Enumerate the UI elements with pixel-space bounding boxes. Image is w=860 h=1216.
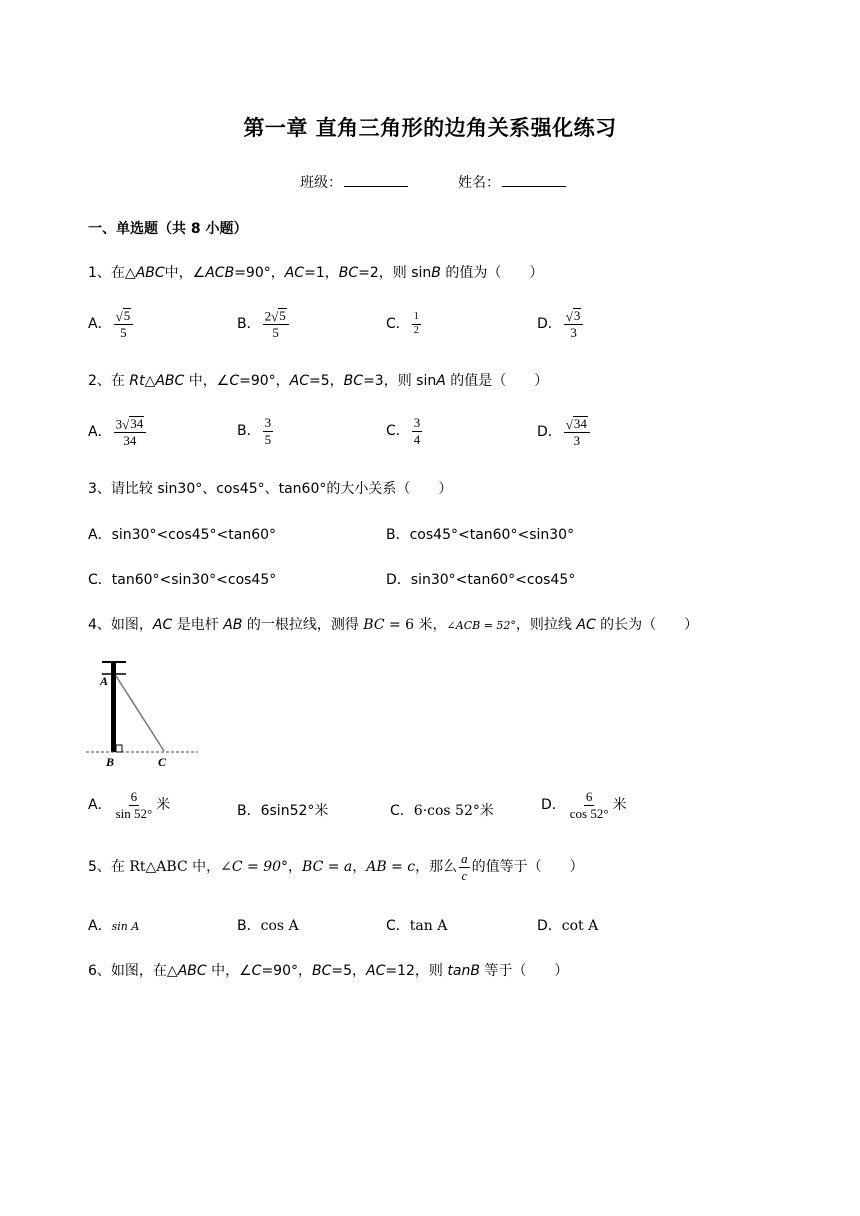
question-5-option-b[interactable]: B．cos A <box>237 918 299 934</box>
question-3-stem: 3、请比较 sin30°、cos45°、tan60°的大小关系（ ） <box>88 481 453 497</box>
question-1-stem: 1、在△ABC中，∠ACB=90°，AC=1，BC=2，则 sinB 的值为（ ） <box>88 265 544 281</box>
name-label: 姓名： <box>458 175 500 191</box>
question-4-option-c[interactable]: C．6·cos 52°米 <box>390 803 494 819</box>
question-4-option-d[interactable]: D． $\frac{6}{\cos 52^\circ}$ 米 <box>541 789 627 821</box>
question-5-option-c[interactable]: C．tan A <box>386 918 448 934</box>
point-a-label: A <box>100 674 109 688</box>
question-4-option-a[interactable]: A． $\frac{6}{\sin 52^\circ}$ 米 <box>88 789 171 821</box>
point-c-label: C <box>158 755 167 768</box>
question-1-option-a[interactable]: A． √ 5 5 <box>88 308 135 340</box>
question-4-option-b[interactable]: B．6sin52°米 <box>237 803 329 819</box>
pole-figure <box>86 658 200 768</box>
class-label: 班级： <box>300 175 342 191</box>
question-5-option-a[interactable]: A．sin A <box>88 918 140 934</box>
question-5-option-d[interactable]: D．cot A <box>537 918 599 934</box>
question-5-stem: 5、在 Rt△ABC 中，∠C = 90°，BC = a，AB = c，那么 $\frac{a}{c}$ 的值等于（ ） <box>88 851 584 883</box>
question-3-option-b[interactable]: B．cos45°<tan60°<sin30° <box>386 527 575 543</box>
section-heading: 一、单选题（共 8 小题） <box>88 221 248 237</box>
question-6-stem: 6、如图，在△ABC 中，∠C=90°，BC=5，AC=12，则 tanB 等于（ ） <box>88 963 569 979</box>
question-2-option-d[interactable]: D． √ 34 3 <box>537 416 592 448</box>
question-1-option-d[interactable]: D． √ 3 3 <box>537 308 585 340</box>
question-2-stem: 2、在 Rt△ABC 中，∠C=90°，AC=5，BC=3，则 sinA 的值是（ ） <box>88 373 549 389</box>
point-b-label: B <box>106 755 115 768</box>
question-1-option-b[interactable]: B． 2 √ 5 5 <box>237 308 291 340</box>
question-2-option-a[interactable]: A． 3 √ 34 34 <box>88 416 148 448</box>
question-1-option-c[interactable]: C． $\frac{1}{2}$ <box>386 311 419 336</box>
question-3-option-c[interactable]: C．tan60°<sin30°<cos45° <box>88 572 277 588</box>
class-field <box>300 172 408 192</box>
pole-diagram <box>86 658 200 768</box>
question-2-option-c[interactable]: C． $\frac{3}{4}$ <box>386 415 421 447</box>
name-blank[interactable] <box>502 172 566 187</box>
page-title: 第一章 直角三角形的边角关系强化练习 <box>243 116 617 140</box>
question-4-stem: 4、如图，AC 是电杆 AB 的一根拉线，测得 BC = 6 米，∠ACB = 52°，则拉线 AC 的长为（ ） <box>88 617 699 633</box>
question-3-option-a[interactable]: A．sin30°<cos45°<tan60° <box>88 527 277 543</box>
question-2-option-b[interactable]: B． $\frac{3}{5}$ <box>237 415 272 447</box>
class-blank[interactable] <box>344 172 408 187</box>
question-3-option-d[interactable]: D．sin30°<tan60°<cos45° <box>386 572 576 588</box>
name-field <box>458 172 566 192</box>
